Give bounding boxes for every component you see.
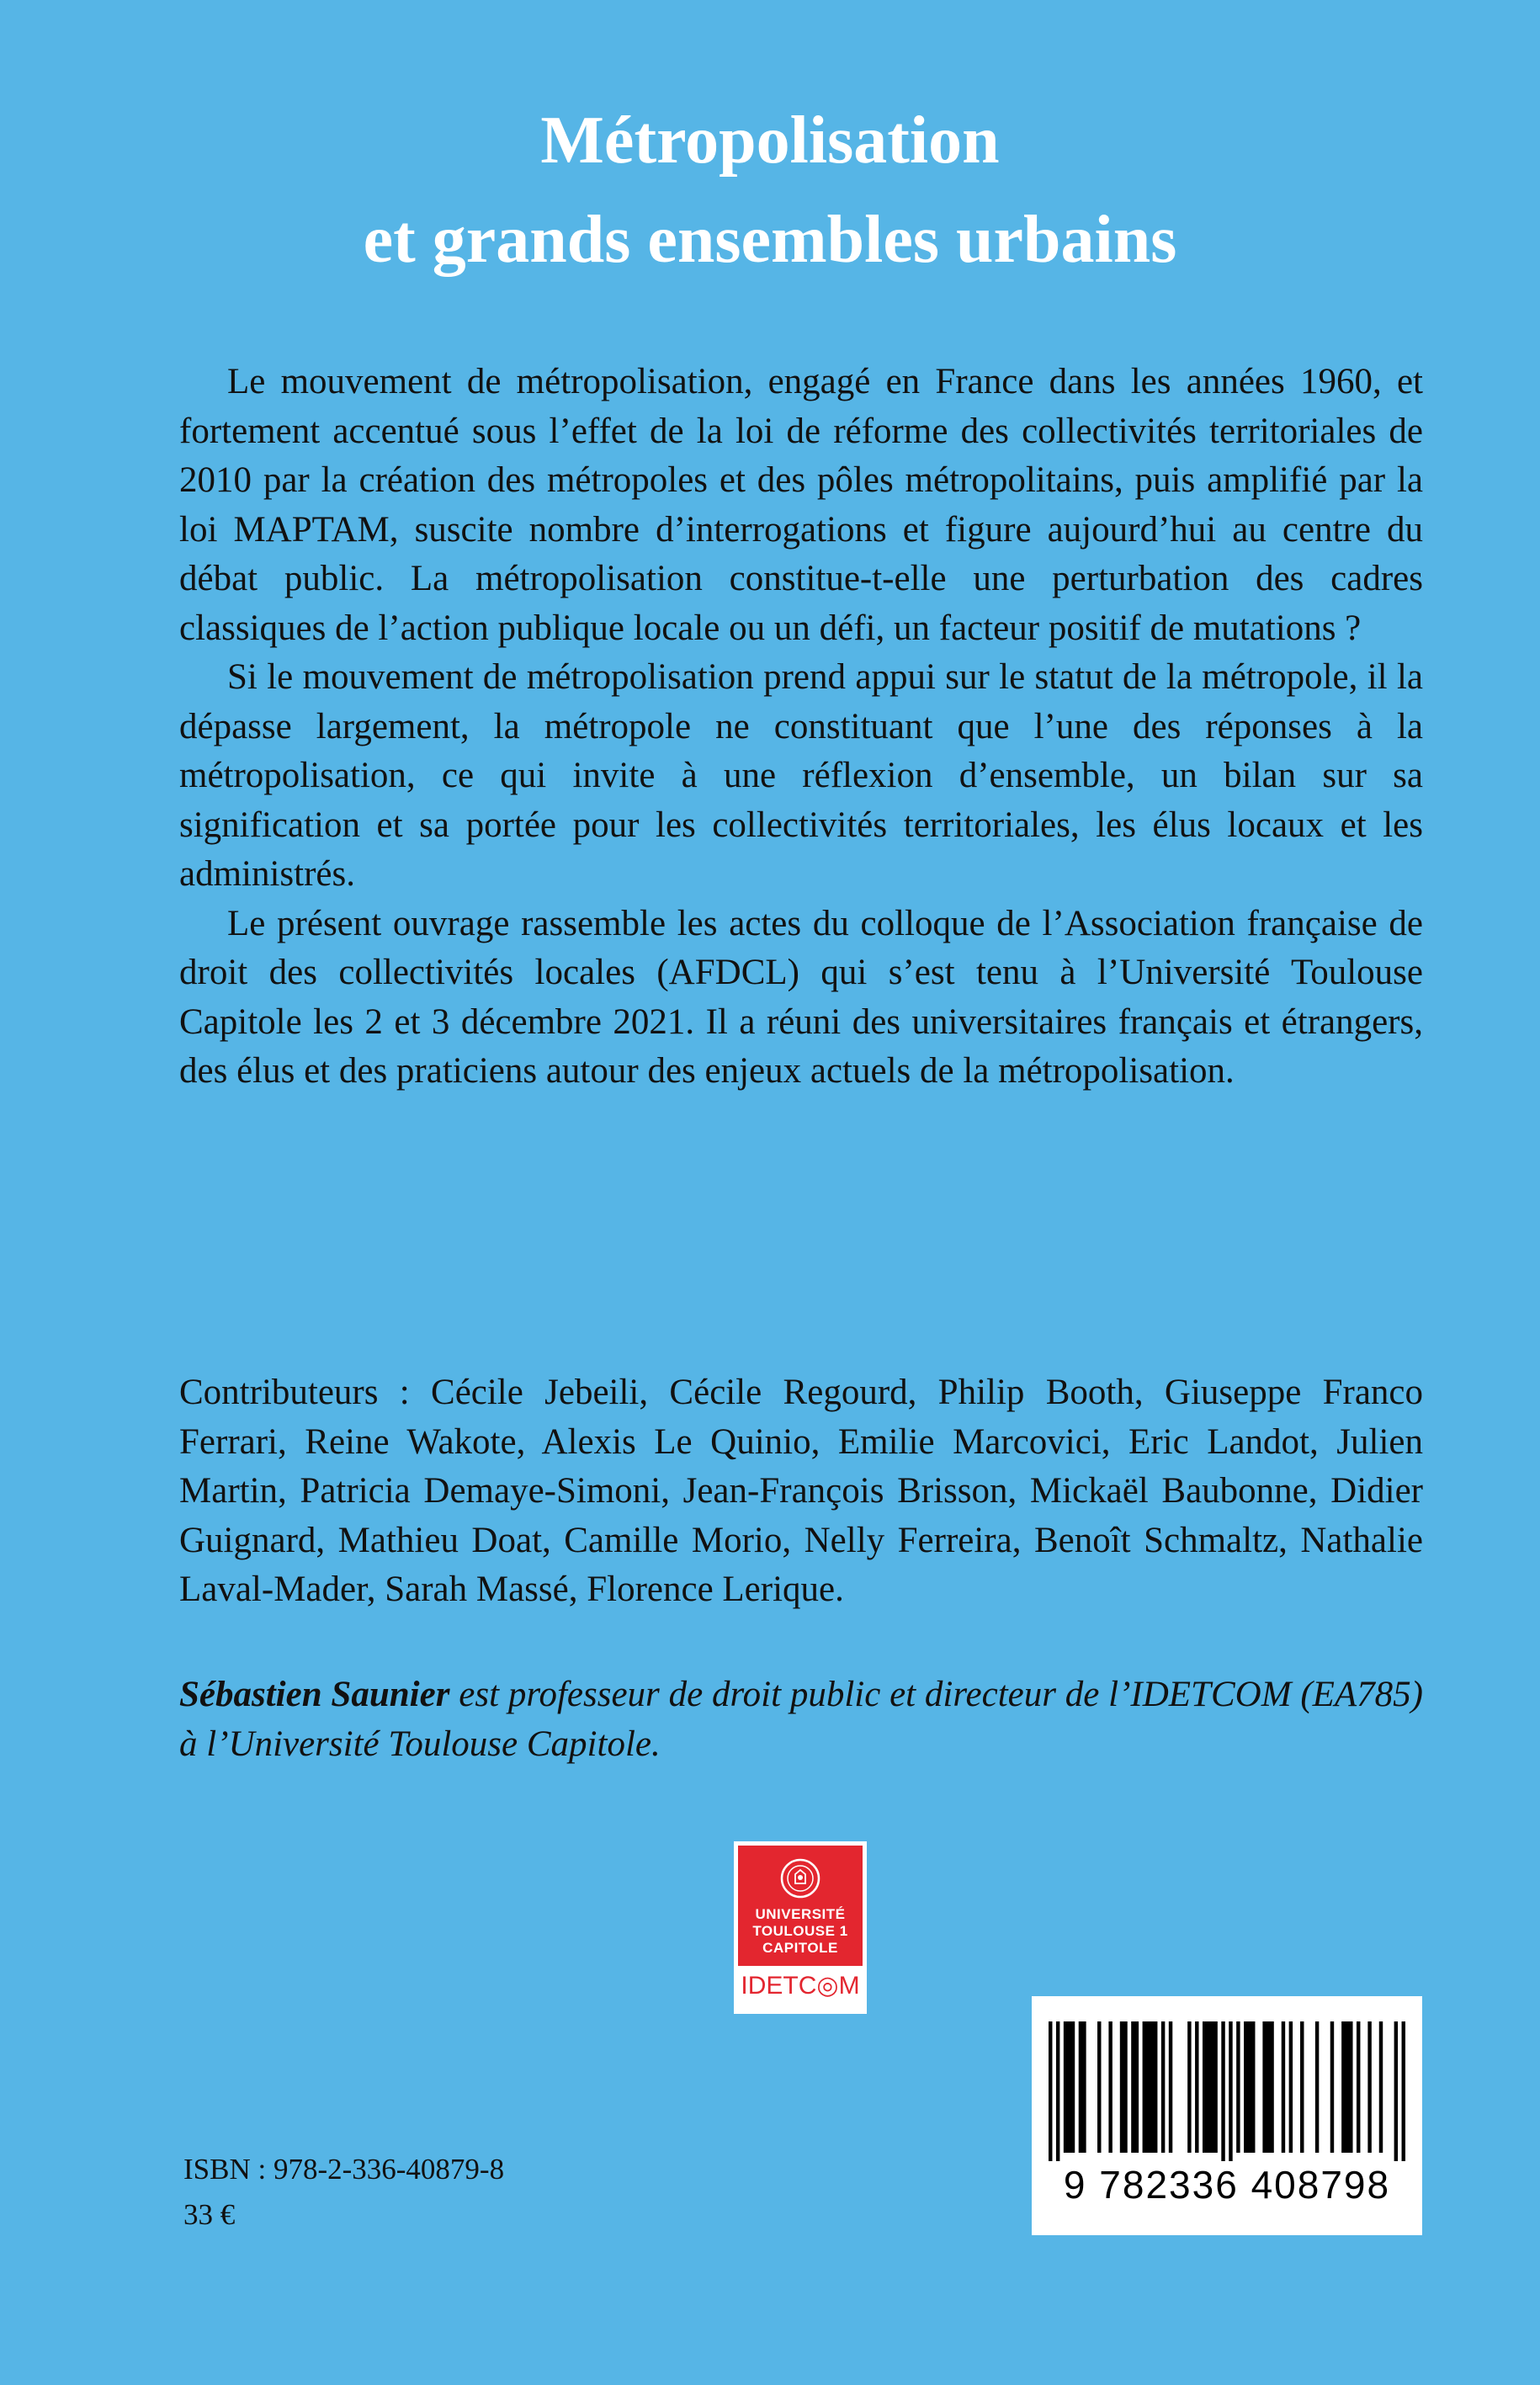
barcode-bar	[1244, 2021, 1255, 2153]
blurb	[179, 358, 1423, 1097]
price: 33 €	[183, 2198, 236, 2231]
logo-line-3: CAPITOLE	[762, 1940, 838, 1956]
barcode-bar	[1289, 2021, 1293, 2153]
title-line-2: et grands ensembles urbains	[363, 203, 1177, 277]
barcode-bar	[1379, 2021, 1383, 2153]
barcode-bar	[1221, 2021, 1224, 2161]
barcode-bar	[1056, 2021, 1059, 2161]
barcode-bar	[1282, 2021, 1285, 2153]
blurb-paragraph-3: Le présent ouvrage rassemble les actes du colloque de l’Association française de droit des collectivités locales (AFDCL) qui s’est tenu à l’Université Toulouse Capitole les 2 et 3 décembre 2021. Il a réuni des universitaires français et étrangers, des élus et des praticiens autour des enjeux actuels de la métropolisation.	[179, 903, 1423, 1091]
barcode-bar	[1064, 2021, 1075, 2153]
book-title	[0, 91, 1540, 289]
barcode-bars	[1049, 2021, 1405, 2161]
isbn: ISBN : 978-2-336-40879-8	[183, 2153, 505, 2186]
logo-line-1: UNIVERSITÉ	[755, 1906, 846, 1922]
logo-idetcom: IDETC◎M	[741, 1972, 860, 2000]
author-name: Sébastien Saunier	[179, 1675, 450, 1714]
barcode	[1032, 1996, 1422, 2235]
blurb-paragraph-1: Le mouvement de métropolisation, engagé en France dans les années 1960, et fortement accentué sous l’effet de la loi de réforme des collectivités territoriales de 2010 par la création des métropoles et des pôles métropolitains, puis amplifié par la loi MAPTAM, suscite nombre d’interrogations et figure aujourd’hui au centre du débat public. La métropolisation constitue-t-elle une perturbation des cadres classiques de l’action publique locale ou un défi, un facteur positif de mutations ?	[179, 362, 1423, 648]
barcode-bar	[1236, 2021, 1240, 2153]
barcode-bar	[1357, 2021, 1360, 2153]
author-bio	[179, 1671, 1423, 1769]
logo-red-panel	[738, 1846, 863, 1966]
barcode-bar	[1300, 2021, 1304, 2153]
barcode-bar	[1187, 2021, 1191, 2153]
barcode-bar	[1341, 2021, 1352, 2153]
logo-line-2: TOULOUSE 1	[752, 1923, 848, 1939]
barcode-bar	[1097, 2021, 1101, 2153]
contributors-list: Contributeurs : Cécile Jebeili, Cécile Regourd, Philip Booth, Giuseppe Franco Ferrari, Reine Wakote, Alexis Le Quinio, Emilie Marcovici, Eric Landot, Julien Martin, Patricia Demaye-Simoni, Jean-François Brisson, Mickaël Baubonne, Didier Guignard, Mathieu Doat, Camille Morio, Nelly Ferreira, Benoît Schmaltz, Nathalie Laval-Mader, Sarah Massé, Florence Lerique.	[179, 1373, 1423, 1609]
barcode-bar	[1161, 2021, 1165, 2153]
barcode-bar	[1262, 2021, 1273, 2153]
blurb-paragraph-2: Si le mouvement de métropolisation prend appui sur le statut de la métropole, il la dépasse largement, la métropole ne constituant que l’une des réponses à la métropolisation, ce qui invite à une réflexion d’ensemble, un bilan sur sa signification et sa portée pour les collectivités territoriales, les élus locaux et les administrés.	[179, 657, 1423, 894]
university-seal-icon	[779, 1857, 821, 1899]
author-description: est professeur de droit public et directeur de l’IDETCOM (EA785) à l’Université Toulouse Capitole.	[179, 1675, 1423, 1764]
barcode-bar	[1402, 2021, 1405, 2161]
barcode-bar	[1049, 2021, 1052, 2161]
title-line-1: Métropolisation	[540, 104, 1000, 178]
barcode-bar	[1195, 2021, 1198, 2153]
barcode-bar	[1143, 2021, 1158, 2153]
barcode-digits: 9 782336 408798	[1063, 2163, 1391, 2207]
barcode-bar	[1108, 2021, 1112, 2153]
barcode-bar	[1169, 2021, 1172, 2153]
barcode-bar	[1315, 2021, 1319, 2153]
university-logo	[734, 1841, 867, 2014]
barcode-bar	[1367, 2021, 1371, 2153]
barcode-bar	[1394, 2021, 1398, 2161]
barcode-bar	[1079, 2021, 1086, 2153]
barcode-bar	[1203, 2021, 1218, 2153]
logo-university-name	[738, 1906, 863, 1957]
barcode-bar	[1120, 2021, 1128, 2153]
barcode-bar	[1131, 2021, 1139, 2153]
barcode-bar	[1330, 2021, 1334, 2153]
barcode-bar	[1229, 2021, 1232, 2161]
